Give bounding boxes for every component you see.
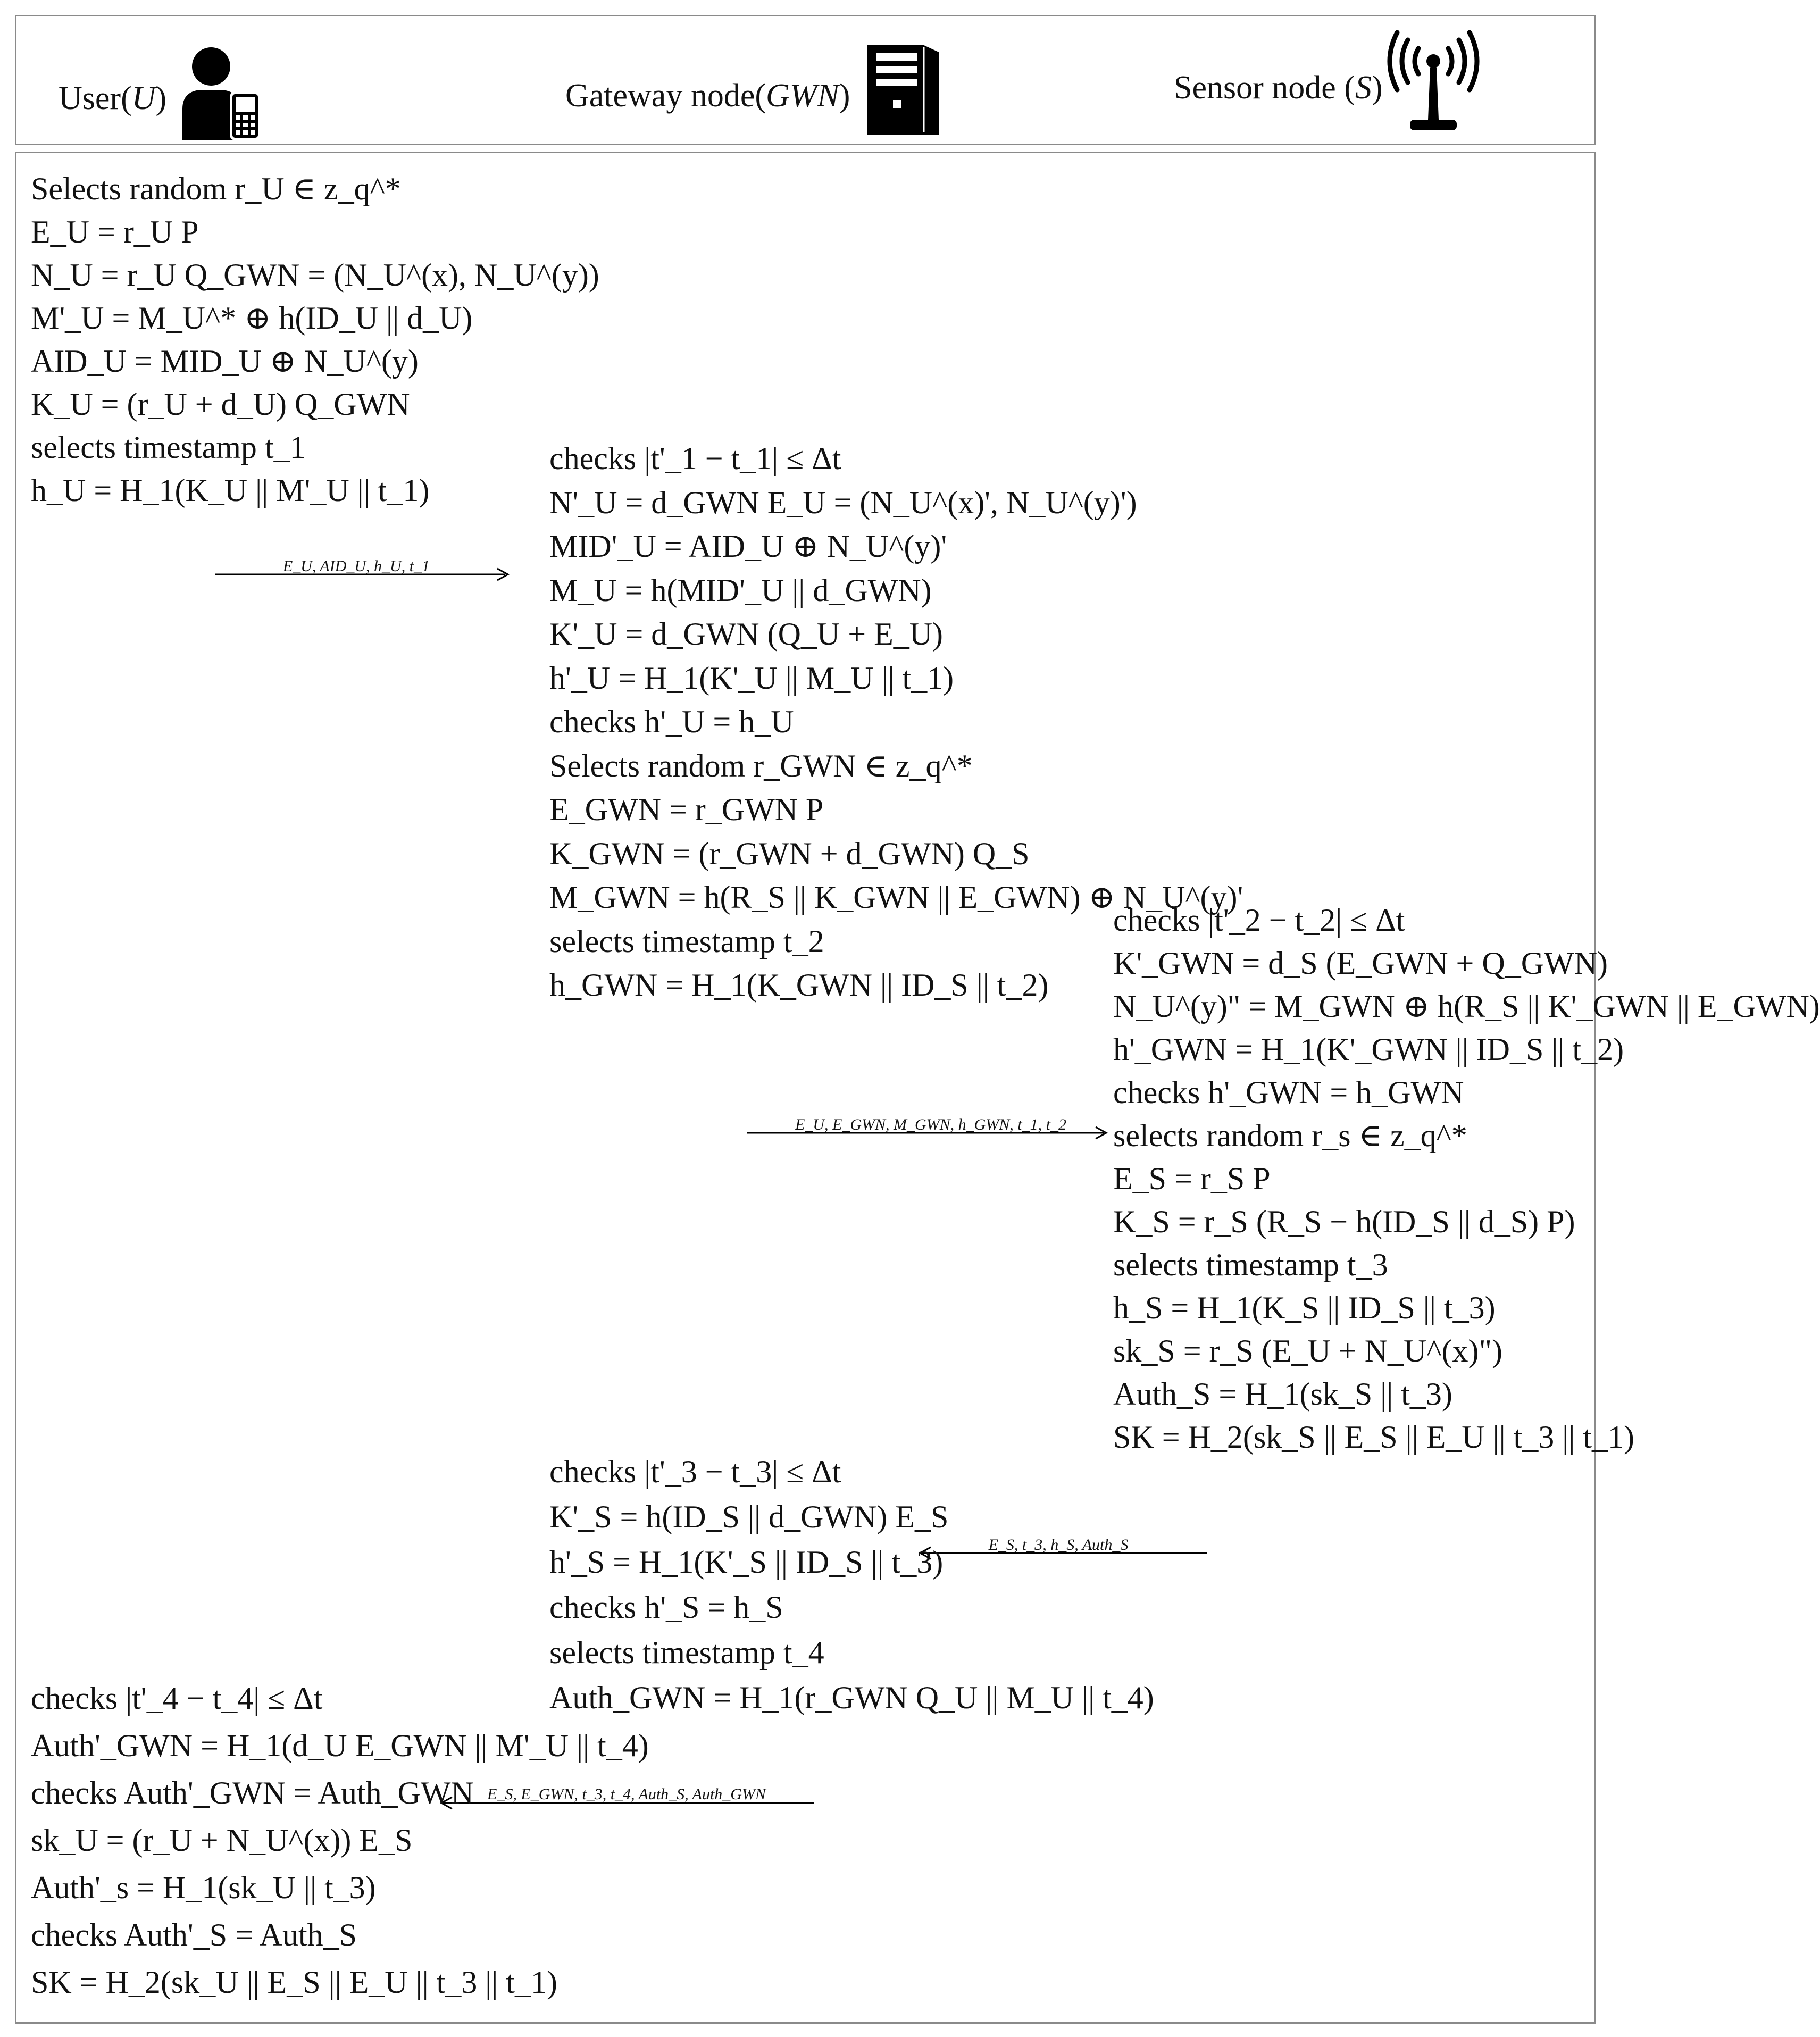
protocol-step: h_S = H_1(K_S || ID_S || t_3) [1113,1290,1496,1325]
protocol-step: checks h'_S = h_S [549,1590,783,1625]
protocol-step: Selects random r_U ∈ z_q^* [31,171,401,206]
protocol-step: K_U = (r_U + d_U) Q_GWN [31,387,410,422]
protocol-step: h'_S = H_1(K'_S || ID_S || t_3) [549,1545,944,1580]
protocol-step: h_GWN = H_1(K_GWN || ID_S || t_2) [549,967,1049,1003]
protocol-step: selects timestamp t_4 [549,1635,824,1670]
protocol-step: M_GWN = h(R_S || K_GWN || E_GWN) ⊕ N_U^(y)' [549,880,1243,915]
protocol-step: h'_U = H_1(K'_U || M_U || t_1) [549,660,954,696]
antenna-tower-icon [1385,29,1481,136]
protocol-step: checks |t'_4 − t_4| ≤ Δt [31,1681,323,1716]
protocol-step: selects timestamp t_1 [31,430,306,465]
protocol-step: N_U^(y)" = M_GWN ⊕ h(R_S || K'_GWN || E_GWN) [1113,989,1820,1024]
message-1-label: E_U, AID_U, h_U, t_1 [282,557,430,575]
actor-user-label: User(U) [59,80,167,116]
protocol-step: Auth_S = H_1(sk_S || t_3) [1113,1376,1452,1412]
protocol-step: E_GWN = r_GWN P [549,792,824,827]
actor-sensor-label: Sensor node (S) [1174,70,1383,106]
protocol-step: checks Auth'_GWN = Auth_GWN [31,1775,474,1810]
message-2-label: E_U, E_GWN, M_GWN, h_GWN, t_1, t_2 [795,1116,1066,1133]
protocol-step: M'_U = M_U^* ⊕ h(ID_U || d_U) [31,300,473,336]
protocol-step: Selects random r_GWN ∈ z_q^* [549,748,973,783]
protocol-step: N_U = r_U Q_GWN = (N_U^(x), N_U^(y)) [31,257,599,293]
protocol-step: checks |t'_3 − t_3| ≤ Δt [549,1454,841,1489]
actor-gateway-label: Gateway node(GWN) [565,78,850,114]
protocol-step: K_GWN = (r_GWN + d_GWN) Q_S [549,836,1030,871]
protocol-step: K_S = r_S (R_S − h(ID_S || d_S) P) [1113,1204,1575,1239]
protocol-step: sk_S = r_S (E_U + N_U^(x)") [1113,1333,1502,1368]
protocol-step: K'_S = h(ID_S || d_GWN) E_S [549,1499,949,1534]
protocol-step: checks h'_GWN = h_GWN [1113,1075,1464,1110]
protocol-step: E_U = r_U P [31,214,199,249]
protocol-step: E_S = r_S P [1113,1161,1271,1196]
protocol-step: AID_U = MID_U ⊕ N_U^(y) [31,344,419,379]
protocol-step: M_U = h(MID'_U || d_GWN) [549,572,932,608]
protocol-step: SK = H_2(sk_U || E_S || E_U || t_3 || t_1) [31,1965,557,2000]
protocol-step: K'_GWN = d_S (E_GWN + Q_GWN) [1113,946,1608,981]
protocol-step: N'_U = d_GWN E_U = (N_U^(x)', N_U^(y)') [549,485,1137,520]
protocol-step: checks Auth'_S = Auth_S [31,1917,357,1952]
protocol-step: h_U = H_1(K_U || M'_U || t_1) [31,473,430,508]
protocol-step: MID'_U = AID_U ⊕ N_U^(y)' [549,529,947,564]
protocol-step: checks h'_U = h_U [549,704,794,739]
protocol-step: selects timestamp t_2 [549,923,824,959]
protocol-step: Auth'_s = H_1(sk_U || t_3) [31,1870,376,1905]
protocol-step: sk_U = (r_U + N_U^(x)) E_S [31,1823,413,1858]
message-4-label: E_S, E_GWN, t_3, t_4, Auth_S, Auth_GWN [487,1785,766,1803]
protocol-step: K'_U = d_GWN (Q_U + E_U) [549,616,944,652]
protocol-step: h'_GWN = H_1(K'_GWN || ID_S || t_2) [1113,1032,1624,1067]
message-3-label: E_S, t_3, h_S, Auth_S [988,1536,1129,1554]
server-tower-icon [864,41,941,137]
protocol-step: checks |t'_1 − t_1| ≤ Δt [549,441,841,476]
protocol-step: selects random r_s ∈ z_q^* [1113,1118,1467,1153]
protocol-step: selects timestamp t_3 [1113,1247,1388,1282]
protocol-step: checks |t'_2 − t_2| ≤ Δt [1113,903,1405,938]
protocol-step: Auth_GWN = H_1(r_GWN Q_U || M_U || t_4) [549,1680,1154,1715]
user-with-phone-icon [178,45,263,141]
protocol-step: SK = H_2(sk_S || E_S || E_U || t_3 || t_1) [1113,1420,1634,1455]
protocol-step: Auth'_GWN = H_1(d_U E_GWN || M'_U || t_4) [31,1728,649,1763]
